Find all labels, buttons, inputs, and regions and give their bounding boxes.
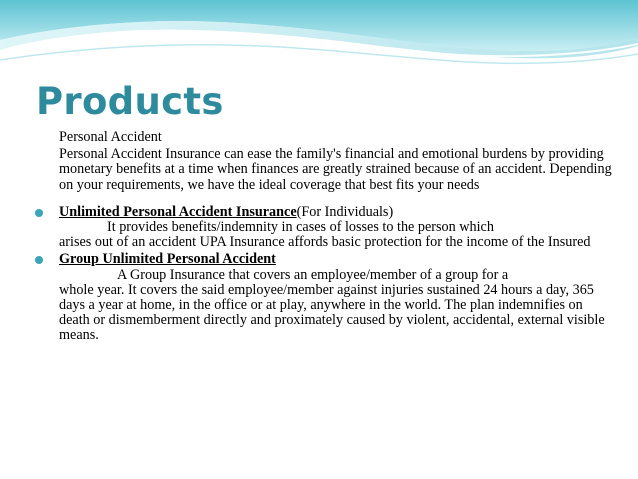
header-wave-decoration (0, 0, 638, 80)
bullet-body: arises out of an accident UPA Insurance affords basic protection for the income of the Insured (59, 234, 591, 251)
bullet-heading-line (59, 252, 614, 267)
bullet-dot-icon (35, 209, 43, 217)
bullet-dot-icon (35, 256, 43, 264)
intro-heading: Personal Accident (59, 129, 162, 145)
bullet-body: whole year. It covers the said employee/member against injuries sustained 24 hours a day, 365 days a year at home, in the office or at play, anywhere in the world. The plan indemnifies on death or dismemberment directly and proximately caused by violent, accidental, external visible means. (59, 281, 605, 344)
slide-title: Products (36, 80, 224, 123)
bullet-item-group (14, 252, 614, 343)
bullet-heading: Group Unlimited Personal Accident (59, 251, 276, 268)
bullet-heading: Unlimited Personal Accident Insurance (59, 203, 297, 220)
slide-body (14, 130, 614, 344)
bullet-first-line: It provides benefits/indemnity in cases of losses to the person which (107, 219, 494, 236)
bullet-heading-suffix: (For Individuals) (296, 203, 394, 220)
bullet-item-unlimited (14, 205, 614, 251)
bullet-first-line: A Group Insurance that covers an employee/member of a group for a (117, 266, 509, 283)
intro-paragraph: Personal Accident Insurance can ease the family's financial and emotional burdens by providing monetary benefits at a time when finances are greatly strained because of an accident. Depending on your requirements, we have the ideal coverage that best fits your needs (59, 146, 612, 193)
bullet-heading-line (59, 205, 614, 220)
